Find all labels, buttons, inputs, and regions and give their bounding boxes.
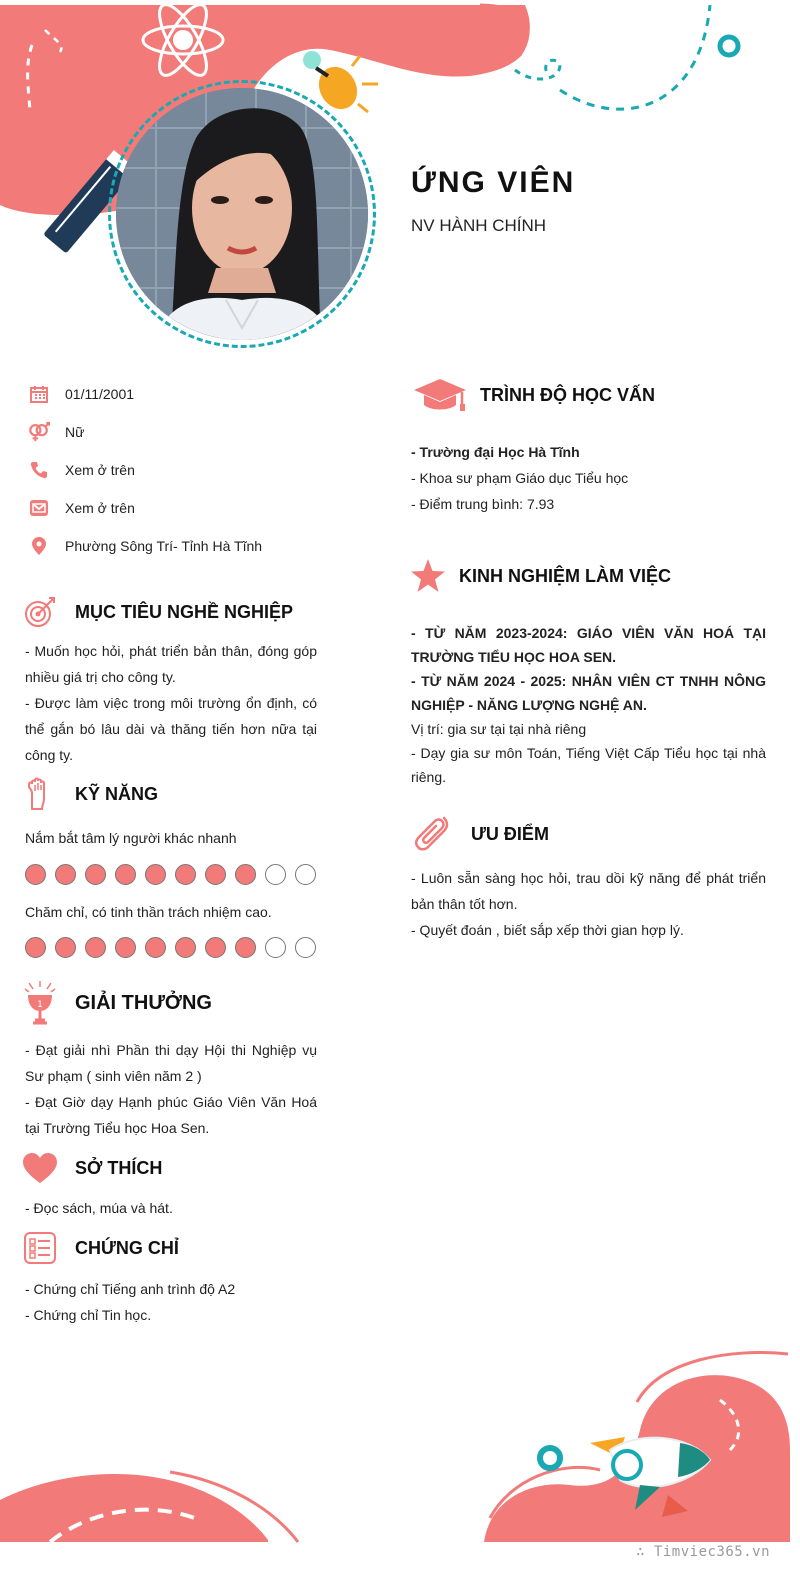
- experience-job-1: - TỪ NĂM 2023-2024: GIÁO VIÊN VĂN HOÁ TẠI TRƯỜNG TIỂU HỌC HOA SEN.: [411, 625, 766, 665]
- rating-dot-filled: [235, 864, 256, 885]
- target-icon: [22, 594, 58, 630]
- rating-dot-filled: [175, 864, 196, 885]
- certificates-text: [25, 1276, 317, 1328]
- certificates-heading: [22, 1230, 179, 1266]
- rating-dot-empty: [265, 864, 286, 885]
- education-gpa: - Điểm trung bình: 7.93: [411, 496, 555, 512]
- strengths-text: [411, 865, 766, 943]
- rating-dot-filled: [25, 864, 46, 885]
- heart-icon: [22, 1150, 58, 1186]
- gender-icon: [28, 421, 50, 443]
- objective-heading: [22, 594, 293, 630]
- skill-1-rating: [25, 864, 316, 885]
- location-pin-icon: [28, 535, 50, 557]
- rating-dot-filled: [85, 937, 106, 958]
- atom-icon: [138, 2, 228, 82]
- awards-text: [25, 1037, 317, 1141]
- contact-email: [28, 496, 135, 520]
- experience-detail: - Dạy gia sư môn Toán, Tiếng Việt Cấp Tiểu học tại nhà riêng.: [411, 745, 766, 785]
- rating-dot-filled: [115, 864, 136, 885]
- hand-icon: [22, 776, 58, 812]
- birthday-value: 01/11/2001: [65, 386, 135, 402]
- email-value: Xem ở trên: [65, 500, 135, 516]
- phone-icon: [28, 459, 50, 481]
- experience-text: [411, 621, 766, 789]
- hobbies-title: SỞ THÍCH: [75, 1157, 163, 1178]
- strength-item: - Quyết đoán , biết sắp xếp thời gian hợp lý.: [411, 922, 684, 938]
- education-title: TRÌNH ĐỘ HỌC VẤN: [480, 384, 655, 405]
- certificate-item: - Chứng chỉ Tin học.: [25, 1307, 152, 1323]
- rating-dot-filled: [205, 864, 226, 885]
- rating-dot-filled: [145, 937, 166, 958]
- candidate-name: ỨNG VIÊN: [411, 166, 576, 199]
- contact-address: [28, 534, 263, 558]
- contact-phone: [28, 458, 135, 482]
- rating-dot-filled: [25, 937, 46, 958]
- star-icon: [410, 558, 446, 594]
- objective-title: MỤC TIÊU NGHỀ NGHIỆP: [75, 601, 294, 622]
- trophy-icon: [22, 980, 58, 1026]
- candidate-position: NV HÀNH CHÍNH: [411, 216, 547, 235]
- hobbies-heading: [22, 1150, 162, 1186]
- contact-birthday: [28, 382, 135, 406]
- strength-item: - Luôn sẵn sàng học hỏi, trau dồi kỹ năng để phát triển bản thân tốt hơn.: [411, 870, 766, 912]
- email-icon: [28, 497, 50, 519]
- rating-dot-empty: [295, 937, 316, 958]
- education-heading: [412, 375, 655, 415]
- gender-value: Nữ: [65, 424, 85, 440]
- objective-text: [25, 638, 317, 768]
- skills-title: KỸ NĂNG: [75, 783, 159, 804]
- award-item: - Đạt giải nhì Phần thi dạy Hội thi Nghiệp vụ Sư phạm ( sinh viên năm 2 ): [25, 1042, 317, 1084]
- rating-dot-empty: [265, 937, 286, 958]
- experience-role: Vị trí: gia sư tại tại nhà riêng: [411, 721, 587, 737]
- rating-dot-empty: [295, 864, 316, 885]
- rating-dot-filled: [55, 864, 76, 885]
- hobby-item: - Đọc sách, múa và hát.: [25, 1200, 173, 1216]
- strengths-title: ƯU ĐIỂM: [471, 823, 549, 844]
- education-school: - Trường đại Học Hà Tĩnh: [411, 444, 580, 460]
- strengths-heading: [413, 813, 549, 855]
- checklist-icon: [22, 1230, 58, 1266]
- avatar: [116, 88, 368, 340]
- education-major: - Khoa sư phạm Giáo dục Tiểu học: [411, 470, 629, 486]
- rating-dot-filled: [235, 937, 256, 958]
- svg-text:1: 1: [37, 1000, 43, 1010]
- contact-gender: [28, 420, 85, 444]
- watermark: ∴ Timviec365.vn: [636, 1544, 770, 1560]
- experience-heading: [410, 558, 671, 594]
- objective-item: - Muốn học hỏi, phát triển bản thân, đóng góp nhiều giá trị cho công ty.: [25, 643, 317, 685]
- awards-heading: [22, 980, 212, 1026]
- experience-job-2: - TỪ NĂM 2024 - 2025: NHÂN VIÊN CT TNHH NÔNG NGHIỆP - NĂNG LƯỢNG NGHỆ AN.: [411, 673, 766, 713]
- skill-1-name: Nắm bắt tâm lý người khác nhanh: [25, 830, 237, 846]
- objective-item: - Được làm việc trong môi trường ổn định, có thể gắn bó lâu dài và thăng tiến hơn nữa tại công ty.: [25, 695, 317, 763]
- rating-dot-filled: [205, 937, 226, 958]
- rating-dot-filled: [85, 864, 106, 885]
- hobbies-text: [25, 1195, 317, 1221]
- phone-value: Xem ở trên: [65, 462, 135, 478]
- rating-dot-filled: [175, 937, 196, 958]
- certificate-item: - Chứng chỉ Tiếng anh trình độ A2: [25, 1281, 236, 1297]
- skills-heading: [22, 776, 158, 812]
- address-value: Phường Sông Trí- Tỉnh Hà Tĩnh: [65, 538, 263, 554]
- paperclip-icon: [413, 813, 455, 855]
- experience-title: KINH NGHIỆM LÀM VIỆC: [459, 565, 672, 586]
- rating-dot-filled: [55, 937, 76, 958]
- skill-2-rating: [25, 937, 316, 958]
- rating-dot-filled: [145, 864, 166, 885]
- calendar-icon: [28, 383, 50, 405]
- graduation-cap-icon: [412, 375, 468, 415]
- skill-2-name: Chăm chỉ, có tinh thần trách nhiệm cao.: [25, 904, 272, 920]
- rating-dot-filled: [115, 937, 136, 958]
- awards-title: GIẢI THƯỞNG: [75, 991, 212, 1014]
- certificates-title: CHỨNG CHỈ: [75, 1237, 179, 1258]
- rocket-icon: [580, 1425, 730, 1525]
- award-item: - Đạt Giờ dạy Hạnh phúc Giáo Viên Văn Hoá tại Trường Tiểu học Hoa Sen.: [25, 1094, 317, 1136]
- education-text: [411, 439, 771, 517]
